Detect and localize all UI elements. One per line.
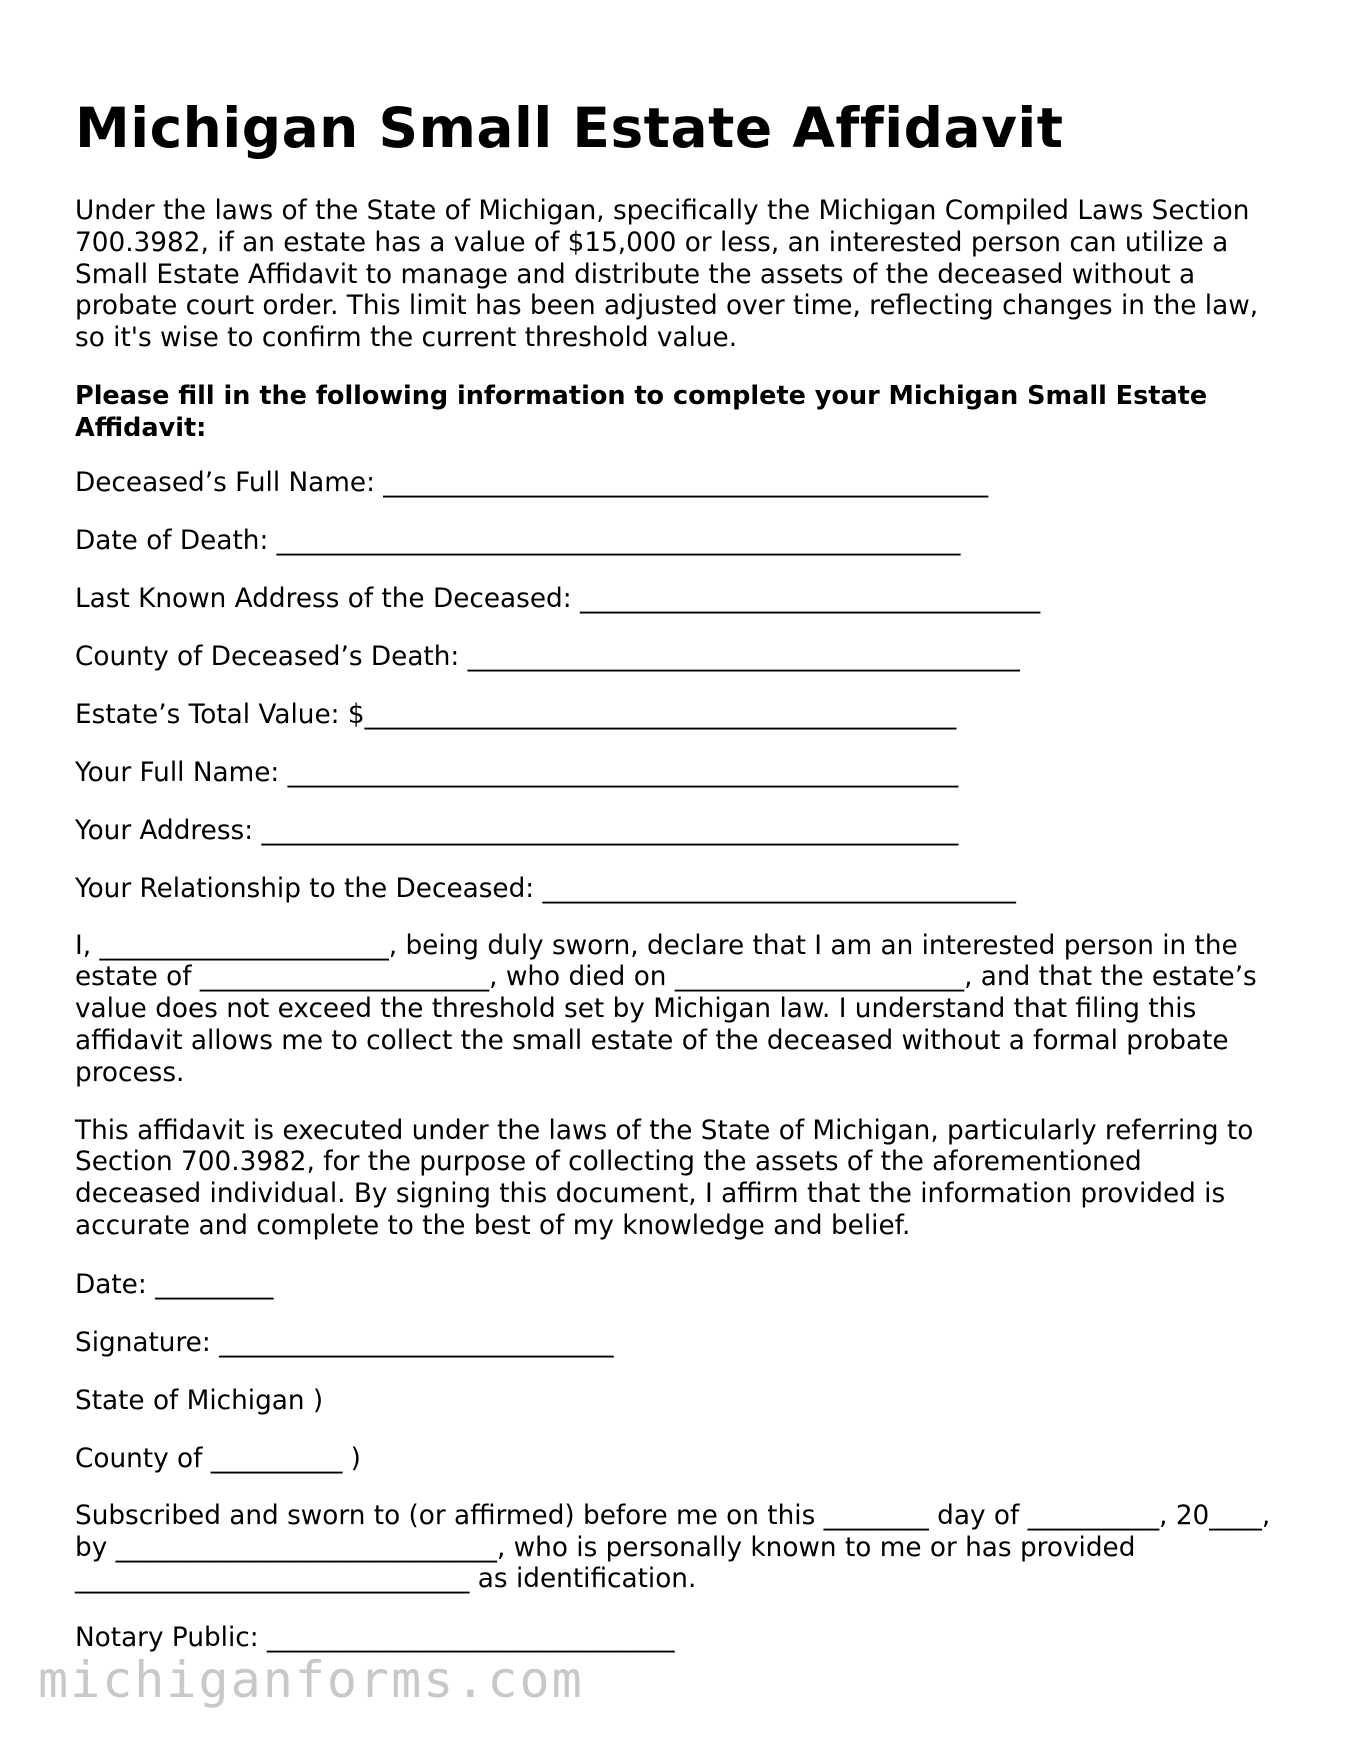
notary-text-5: , who is personally known to me or has provided <box>496 1532 1136 1563</box>
declaration-text-3: , who died on <box>489 962 675 993</box>
county-label: County of <box>75 1443 211 1474</box>
notary-day-blank[interactable]: ________ <box>823 1500 929 1531</box>
declaration-text-1: I, <box>75 930 100 961</box>
your-address-blank[interactable]: _____________________________________________________ <box>261 815 959 846</box>
estate-value-blank[interactable]: _____________________________________________ <box>364 699 957 730</box>
notary-identification-blank[interactable]: ______________________________ <box>75 1564 470 1595</box>
notary-text-1: Subscribed and sworn to (or affirmed) before me on this <box>75 1500 824 1531</box>
relationship-field[interactable] <box>75 873 1275 905</box>
notary-text-6: as identification. <box>469 1564 697 1595</box>
date-of-death-blank[interactable]: ____________________________________________________ <box>276 525 961 556</box>
affidavit-page <box>75 92 1275 1654</box>
declarant-name-blank[interactable]: ______________________ <box>99 930 389 961</box>
notary-month-blank[interactable]: __________ <box>1027 1500 1160 1531</box>
last-address-label: Last Known Address of the Deceased: <box>75 583 580 614</box>
date-of-death-field[interactable] <box>75 525 1275 557</box>
county-of-death-blank[interactable]: __________________________________________ <box>467 641 1020 672</box>
county-field[interactable] <box>75 1443 1275 1475</box>
page-title: Michigan Small Estate Affidavit <box>75 96 1064 160</box>
county-of-death-label: County of Deceased’s Death: <box>75 641 468 672</box>
deceased-name-label: Deceased’s Full Name: <box>75 467 384 498</box>
declaration-text-2: , being duly sworn, declare that I am an interested person in the estate of <box>75 930 1238 993</box>
died-on-blank[interactable]: ______________________ <box>674 962 965 993</box>
declaration-paragraph <box>75 931 1275 1090</box>
intro-paragraph: Under the laws of the State of Michigan, specifically the Michigan Compiled Laws Section 700.3982, if an estate has a value of $15,000 or less, an interested person can utilize a Small Estate Affidavit to manage and distribute the assets of the deceased without a probate court order. This limit has been adjusted over time, reflecting changes in the law, so it's wise to confirm the current threshold value. <box>75 196 1259 354</box>
execution-paragraph: This affidavit is executed under the laws of the State of Michigan, particularly referring to Section 700.3982, for the purpose of collecting the assets of the aforementioned deceased individual. By signing this document, I affirm that the information provided is accurate and complete to the best of my knowledge and belief. <box>75 1115 1254 1241</box>
declaration-text-4: , and that the estate’s value does not exceed the threshold set by Michigan law. I understand that filing this affidavit allows me to collect the small estate of the deceased without a formal probate process. <box>75 962 1257 1088</box>
notary-text-2: day of <box>928 1500 1028 1531</box>
watermark: michiganforms.com <box>38 1651 584 1709</box>
notary-text-3: , 20 <box>1159 1500 1210 1531</box>
date-of-death-label: Date of Death: <box>75 525 277 556</box>
signature-field[interactable] <box>75 1327 1275 1359</box>
deceased-name-field[interactable] <box>75 467 1275 499</box>
notary-public-label: Notary Public: <box>75 1623 267 1654</box>
your-name-blank[interactable]: ___________________________________________________ <box>287 757 959 788</box>
state-line: State of Michigan ) <box>75 1385 324 1416</box>
your-name-label: Your Full Name: <box>75 757 288 788</box>
instructions-heading: Please fill in the following information to complete your Michigan Small Estate Affidavit: <box>75 380 1208 443</box>
county-close: ) <box>342 1443 361 1474</box>
date-blank[interactable]: _________ <box>155 1269 274 1300</box>
your-name-field[interactable] <box>75 757 1275 789</box>
your-address-label: Your Address: <box>75 815 262 846</box>
signature-label: Signature: <box>75 1327 220 1358</box>
last-address-blank[interactable]: ___________________________________ <box>579 583 1041 614</box>
date-label: Date: <box>75 1269 156 1300</box>
signature-blank[interactable]: ______________________________ <box>219 1327 614 1358</box>
relationship-label: Your Relationship to the Deceased: <box>75 873 543 904</box>
notary-text-4: , by <box>75 1500 1271 1563</box>
estate-value-label: Estate’s Total Value: $ <box>75 699 365 730</box>
relationship-blank[interactable]: ____________________________________ <box>542 873 1016 904</box>
last-address-field[interactable] <box>75 583 1275 615</box>
notary-public-blank[interactable]: _______________________________ <box>266 1623 675 1654</box>
county-of-death-field[interactable] <box>75 641 1275 673</box>
county-blank[interactable]: __________ <box>210 1443 343 1474</box>
estate-value-field[interactable] <box>75 699 1275 731</box>
notary-year-blank[interactable]: ____ <box>1209 1500 1262 1531</box>
notary-public-field[interactable] <box>75 1622 1275 1654</box>
notary-paragraph <box>75 1501 1275 1596</box>
your-address-field[interactable] <box>75 815 1275 847</box>
date-field[interactable] <box>75 1269 1275 1301</box>
notary-person-blank[interactable]: _____________________________ <box>115 1532 497 1563</box>
estate-of-blank[interactable]: ______________________ <box>199 962 490 993</box>
deceased-name-blank[interactable]: ______________________________________________ <box>383 467 989 498</box>
